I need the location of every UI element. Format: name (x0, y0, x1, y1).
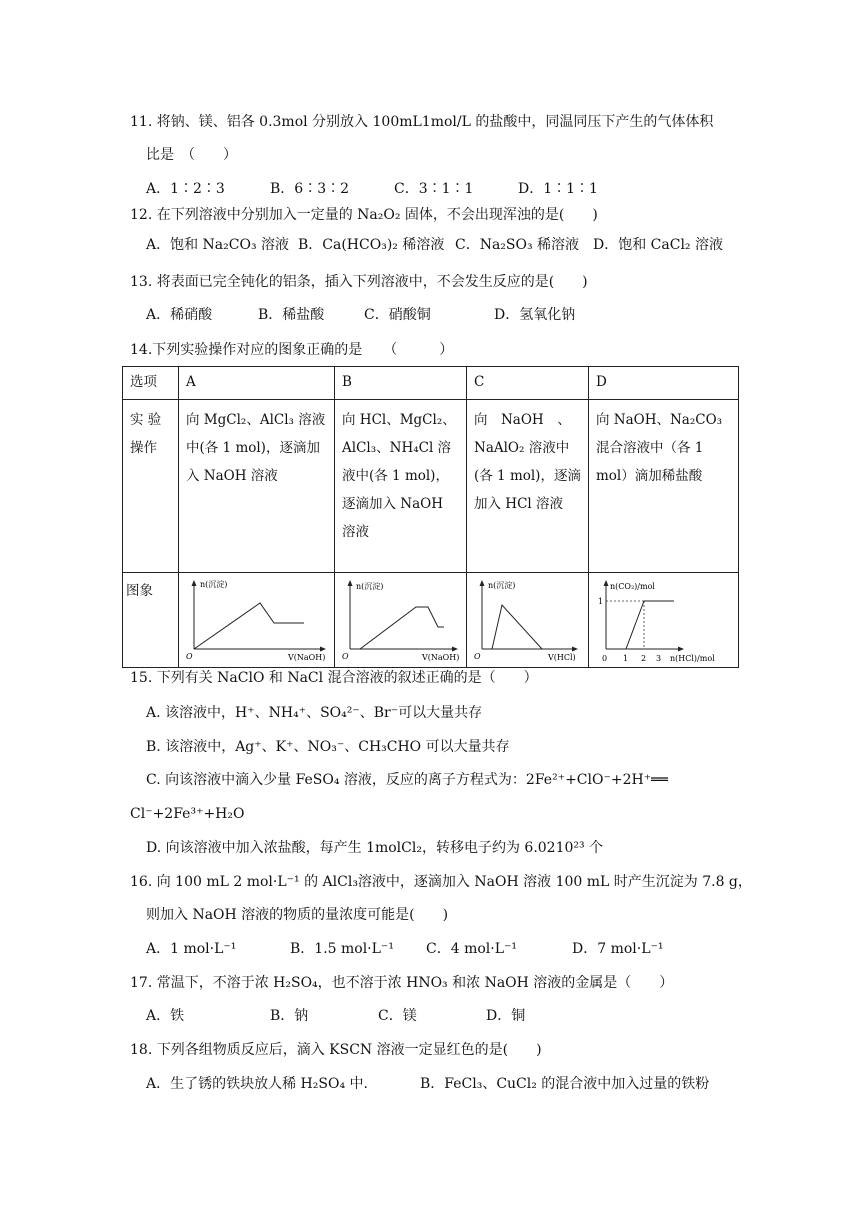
q18-stem: 18. 下列各组物质反应后，滴入 KSCN 溶液一定显红色的是( ) (130, 1042, 542, 1058)
q14-header-d: D (589, 367, 739, 400)
q14-header-option: 选项 (123, 367, 179, 400)
q12-stem: 12. 在下列溶液中分别加入一定量的 Na₂O₂ 固体，不会出现浑浊的是( ) (130, 207, 598, 223)
q14-operation-row (123, 400, 739, 573)
q14-graph-a (182, 577, 330, 663)
q14-graph-cell-c (467, 573, 589, 668)
q16-option-d: D．7 mol·L⁻¹ (572, 941, 664, 957)
q11-option-c: C．3∶1∶1 (394, 181, 474, 197)
q14-graph-row (123, 573, 739, 668)
q15-option-c-line1: C. 向该溶液中滴入少量 FeSO₄ 溶液，反应的离子方程式为：2Fe²⁺+ClO⁻+2H⁺══ (146, 772, 668, 788)
q14-operation-b: 向 HCl、MgCl₂、AlCl₃、NH₄Cl 溶液中(各 1 mol)，逐滴加入 NaOH 溶液 (335, 400, 467, 573)
q15-option-d: D. 向该溶液中加入浓盐酸，每产生 1molCl₂，转移电子约为 6.0210²³ 个 (146, 840, 604, 856)
q14-graph-a-xlabel: V(NaOH) (288, 653, 326, 662)
q18-option-a: A．生了锈的铁块放人稀 H₂SO₄ 中. (146, 1076, 368, 1092)
q16-stem-line1: 16. 向 100 mL 2 mol·L⁻¹ 的 AlCl₃溶液中，逐滴加入 NaOH 溶液 100 mL 时产生沉淀为 7.8 g， (130, 874, 752, 890)
q14-graph-b-ylabel: n(沉淀) (356, 582, 384, 591)
q14-stem: 14.下列实验操作对应的图象正确的是 （ ） (130, 342, 454, 358)
q11-option-b: B．6∶3∶2 (270, 181, 350, 197)
q17-option-c: C．镁 (378, 1008, 417, 1024)
q15-option-a: A. 该溶液中，H⁺、NH₄⁺、SO₄²⁻、Br⁻可以大量共存 (146, 705, 483, 721)
q14-graph-c (470, 577, 584, 663)
q14-graph-cell-a (179, 573, 335, 668)
q14-header-a: A (179, 367, 335, 400)
q16-stem-line2: 则加入 NaOH 溶液的物质的量浓度可能是( ) (146, 907, 449, 923)
q14-header-b: B (335, 367, 467, 400)
q14-graph-cell-b (335, 573, 467, 668)
q14-graph-d-xlabel: n(HCl)/mol (670, 654, 715, 663)
q12-option-b: B．Ca(HCO₃)₂ 稀溶液 (298, 237, 445, 253)
q12-option-d: D．饱和 CaCl₂ 溶液 (593, 237, 723, 253)
q14-graph-d-xtick-0: 0 (602, 654, 608, 663)
q13-option-a: A．稀硝酸 (146, 307, 213, 323)
q17-option-d: D．铜 (486, 1008, 526, 1024)
q16-option-b: B．1.5 mol·L⁻¹ (290, 941, 394, 957)
q13-option-c: C．硝酸铜 (364, 307, 431, 323)
q14-header-c: C (467, 367, 589, 400)
q13-option-b: B．稀盐酸 (258, 307, 325, 323)
q14-graph-d-xtick-2: 2 (641, 654, 647, 663)
q14-operation-c: 向 NaOH 、NaAlO₂ 溶液中(各 1 mol)，逐滴加入 HCl 溶液 (467, 400, 589, 573)
q14-graph-b-origin: O (342, 652, 349, 661)
q16-option-a: A．1 mol·L⁻¹ (146, 941, 237, 957)
q14-graph-a-ylabel: n(沉淀) (200, 580, 228, 589)
q14-graph-d-xtick-3: 3 (656, 654, 662, 663)
q11-option-a: A．1∶2∶3 (146, 181, 225, 197)
q15-stem: 15. 下列有关 NaClO 和 NaCl 混合溶液的叙述正确的是（ ） (130, 670, 538, 686)
q14-header-row (123, 367, 739, 400)
q14-graph-b (338, 577, 462, 663)
q17-stem: 17. 常温下，不溶于浓 H₂SO₄，也不溶于浓 HNO₃ 和浓 NaOH 溶液的金属是（ ） (130, 975, 674, 991)
q14-graph-c-origin: O (474, 652, 481, 661)
q14-operation-a: 向 MgCl₂、AlCl₃ 溶液中(各 1 mol)，逐滴加入 NaOH 溶液 (179, 400, 335, 573)
q12-option-c: C．Na₂SO₃ 稀溶液 (455, 237, 580, 253)
q14-graph-cell-d (589, 573, 739, 668)
q14-graph-b-xlabel: V(NaOH) (422, 653, 460, 662)
q14-graph-c-ylabel: n(沉淀) (488, 581, 516, 590)
q14-graph-d-ytick: 1 (598, 597, 604, 606)
q11-stem-line1: 11. 将钠、镁、铝各 0.3mol 分别放入 100mL1mol/L 的盐酸中，同温同压下产生的气体体积 (130, 114, 714, 130)
q13-option-d: D．氢氧化钠 (494, 307, 576, 323)
q15-option-c-line2: Cl⁻+2Fe³⁺+H₂O (130, 806, 245, 822)
q14-graph-d-xtick-1: 1 (623, 654, 629, 663)
q14-operation-label: 实 验 操作 (123, 400, 179, 573)
q15-option-b: B. 该溶液中，Ag⁺、K⁺、NO₃⁻、CH₃CHO 可以大量共存 (146, 739, 510, 755)
q14-graph-d (592, 577, 736, 663)
q14-table (122, 366, 739, 668)
q14-graph-c-xlabel: V(HCl) (548, 653, 576, 662)
q17-option-a: A．铁 (146, 1008, 185, 1024)
q11-stem-line2: 比是 （ ） (146, 147, 237, 163)
q14-graph-d-ylabel: n(CO₂)/mol (610, 582, 655, 591)
q14-graph-a-origin: O (186, 652, 193, 661)
q13-stem: 13. 将表面已完全钝化的铝条，插入下列溶液中，不会发生反应的是( ) (130, 274, 588, 290)
q16-option-c: C．4 mol·L⁻¹ (426, 941, 517, 957)
q14-operation-d: 向 NaOH、Na₂CO₃ 混合溶液中（各 1 mol）滴加稀盐酸 (589, 400, 739, 573)
q18-option-b: B．FeCl₃、CuCl₂ 的混合液中加入过量的铁粉 (420, 1076, 710, 1092)
q14-graph-label: 图象 (123, 573, 179, 668)
q17-option-b: B．钠 (270, 1008, 309, 1024)
q11-option-d: D．1∶1∶1 (518, 181, 598, 197)
q12-option-a: A．饱和 Na₂CO₃ 溶液 (146, 237, 290, 253)
